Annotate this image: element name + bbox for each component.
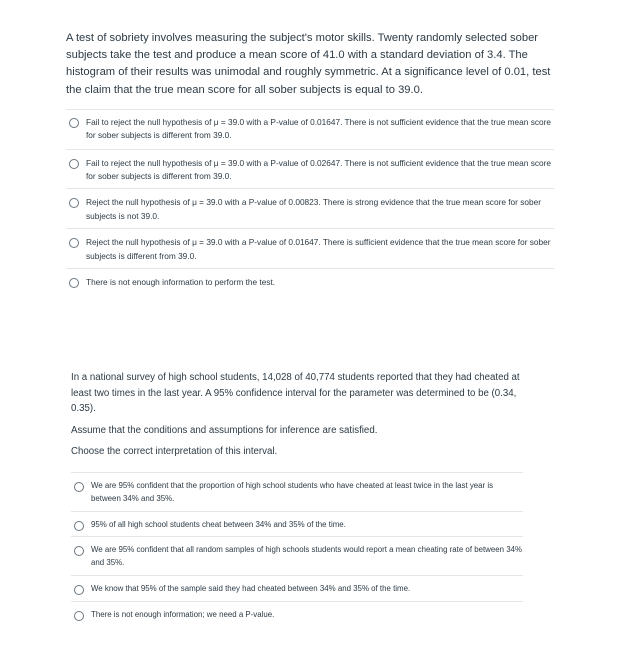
q2-option-a-label: We are 95% confident that the proportion of high school students who have cheated at least twice in the last year is between 34% and 35%. (91, 480, 494, 503)
q2-option-a[interactable] (71, 472, 523, 511)
q2-option-e[interactable] (71, 601, 523, 627)
q2-option-b[interactable] (71, 511, 523, 537)
radio-button[interactable] (74, 482, 84, 492)
q2-option-d-label: We know that 95% of the sample said they had cheated between 34% and 35% of the time. (91, 583, 411, 593)
question-1-prompt (66, 30, 556, 99)
q2-option-c-label: We are 95% confident that all random samples of high schools students would report a mean cheating rate of between 34% and 35%. (91, 545, 523, 568)
radio-button[interactable] (69, 238, 79, 248)
q1-option-e[interactable] (66, 268, 554, 294)
radio-button[interactable] (69, 118, 79, 128)
question-1-answers (66, 109, 554, 295)
q1-option-d[interactable] (66, 228, 554, 268)
radio-button[interactable] (74, 611, 84, 621)
q2-option-e-label: There is not enough information; we need a P-value. (91, 609, 275, 619)
question-2-instruction: Choose the correct interpretation of this interval. (71, 446, 278, 458)
q1-option-c[interactable] (66, 188, 554, 228)
question-2 (71, 370, 531, 627)
q1-option-b-label: Fail to reject the null hypothesis of μ = 39.0 with a P-value of 0.02647. There is not sufficient evidence that the true mean score for sober subjects is different from 39.0. (86, 157, 551, 182)
q1-option-b[interactable] (66, 149, 554, 189)
q1-option-d-label: Reject the null hypothesis of μ = 39.0 with a P-value of 0.01647. There is sufficient evidence that the true mean score for sober subjects is different from 39.0. (86, 237, 551, 261)
question-1 (66, 30, 556, 294)
q1-option-a[interactable] (66, 109, 554, 149)
radio-button[interactable] (74, 521, 84, 531)
radio-button[interactable] (69, 159, 79, 169)
question-2-prompt (71, 370, 531, 460)
q1-option-a-label: Fail to reject the null hypothesis of μ = 39.0 with a P-value of 0.01647. There is not sufficient evidence that the true mean score for sober subjects is different from 39.0. (86, 116, 551, 141)
q1-option-c-label: Reject the null hypothesis of μ = 39.0 with a P-value of 0.00823. There is strong evidence that the true mean score for sober subjects is not 39.0. (86, 197, 541, 221)
radio-button[interactable] (74, 585, 84, 595)
question-1-prompt-text: A test of sobriety involves measuring the subject's motor skills. Twenty randomly selected sober subjects take the test and produce a mean score of 41.0 with a standard deviation of 3.4. The histogram of their results was unimodal and roughly symmetric. At a significance level of 0.01, test the claim that the true mean score for all sober subjects is equal to 39.0. (66, 32, 551, 96)
q2-option-d[interactable] (71, 575, 523, 601)
radio-button[interactable] (69, 198, 79, 208)
question-2-answers (71, 472, 523, 627)
question-2-prompt-text: In a national survey of high school students, 14,028 of 40,774 students reported that they had cheated at least two times in the last year. A 95% confidence interval for the parameter was determined to be (0.34, 0.35). (71, 372, 520, 415)
radio-button[interactable] (74, 546, 84, 556)
radio-button[interactable] (69, 278, 79, 288)
question-2-assumption: Assume that the conditions and assumptions for inference are satisfied. (71, 424, 378, 436)
q1-option-e-label: There is not enough information to perform the test. (86, 277, 276, 288)
q2-option-c[interactable] (71, 536, 523, 575)
q2-option-b-label: 95% of all high school students cheat between 34% and 35% of the time. (91, 519, 346, 529)
